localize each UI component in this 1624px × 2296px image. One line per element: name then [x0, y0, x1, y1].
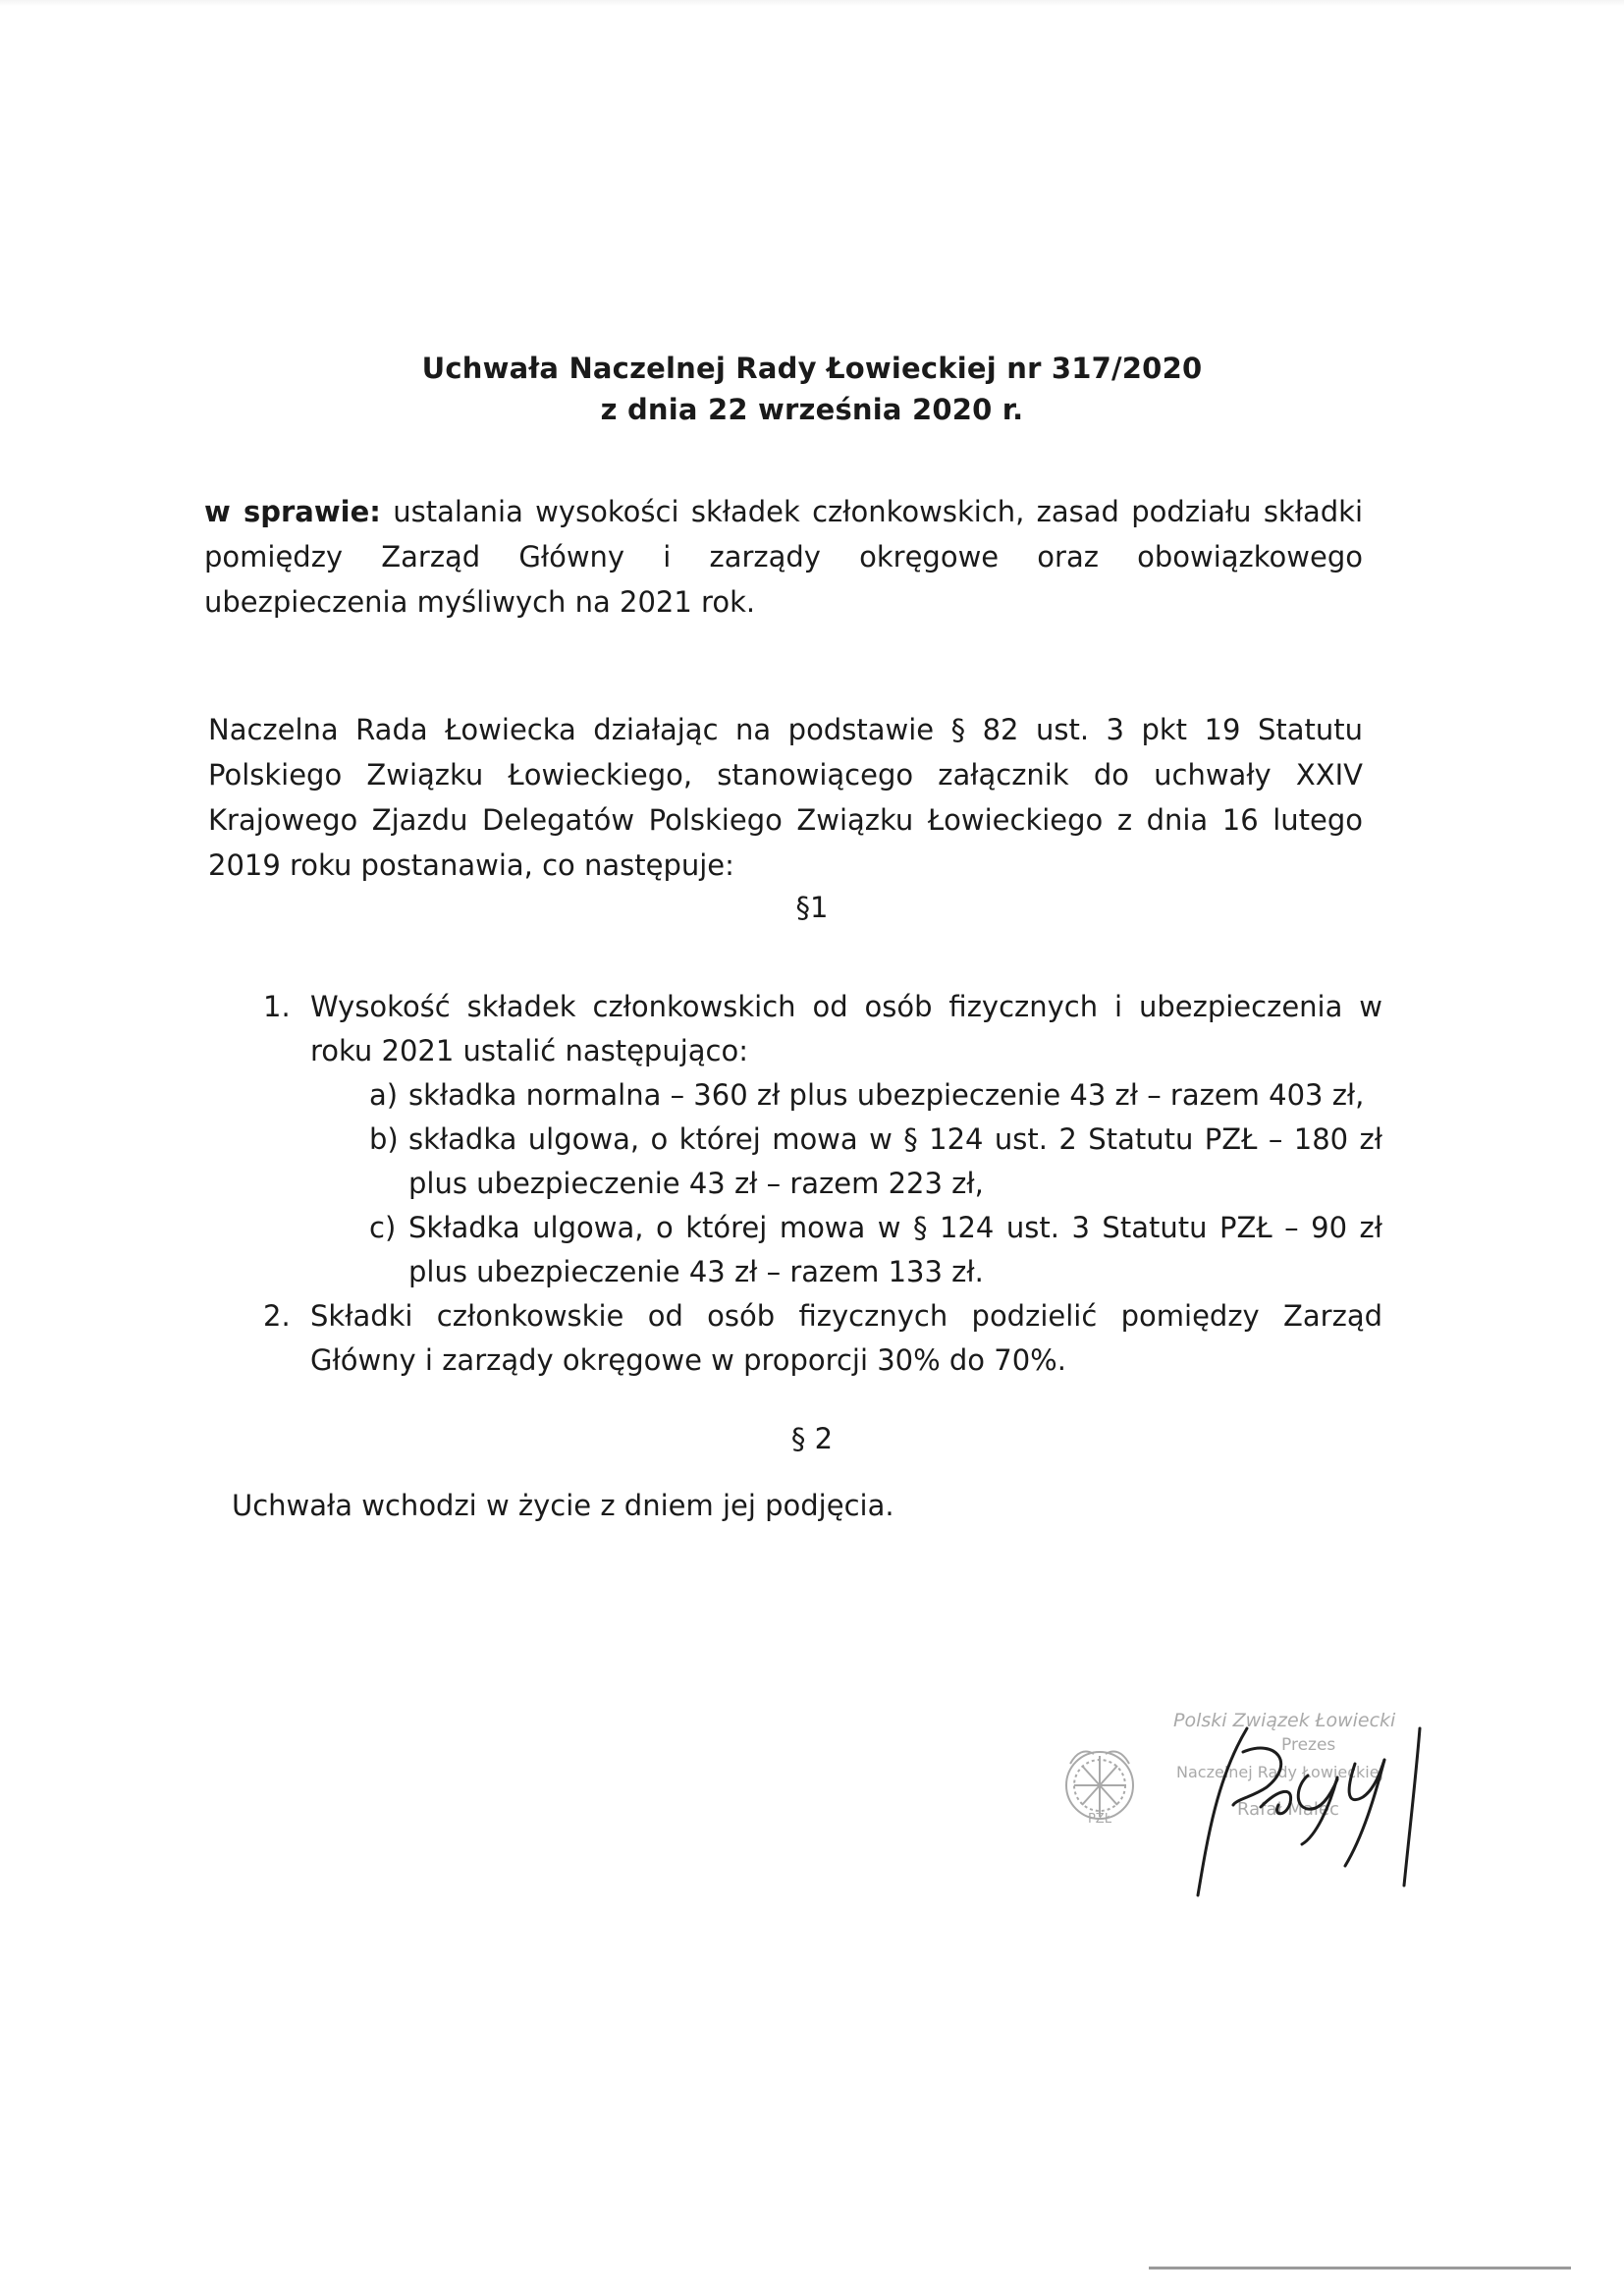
emblem-text: PZŁ — [1087, 1812, 1112, 1827]
item-number: 1. — [263, 990, 291, 1023]
scan-edge — [0, 0, 1624, 6]
list-item — [263, 1294, 1382, 1383]
item-text: Wysokość składek członkowskich od osób fizycznych i ubezpieczenia w roku 2021 ustalić następująco: — [310, 990, 1382, 1067]
item-text: Składki członkowskie od osób fizycznych podzielić pomiędzy Zarząd Główny i zarządy okręgowe w proporcji 30% do 70%. — [310, 1299, 1382, 1377]
sub-item-text: Składka ulgowa, o której mowa w § 124 ust. 3 Statutu PZŁ – 90 zł plus ubezpieczenie 43 zł – razem 133 zł. — [408, 1211, 1382, 1288]
sub-item — [310, 1118, 1382, 1206]
section-1-heading: §1 — [795, 891, 829, 924]
sub-item — [310, 1206, 1382, 1294]
sub-item — [310, 1073, 1382, 1118]
subject-paragraph — [204, 489, 1363, 625]
sub-item-text: składka ulgowa, o której mowa w § 124 ust. 2 Statutu PZŁ – 180 zł plus ubezpieczenie 43 zł – razem 223 zł, — [408, 1122, 1382, 1200]
provisions-list — [263, 985, 1382, 1383]
sub-item-letter: c) — [369, 1211, 397, 1244]
stamp-line-name: Rafał Malec — [1237, 1799, 1339, 1820]
stamp-and-signature — [1051, 1669, 1483, 1925]
emblem-icon — [1066, 1752, 1133, 1819]
intro-paragraph: Naczelna Rada Łowiecka działając na podstawie § 82 ust. 3 pkt 19 Statutu Polskiego Związku Łowieckiego, stanowiącego załącznik do uchwały XXIV Krajowego Zjazdu Delegatów Polskiego Związku Łowieckiego z dnia 16 lutego 2019 roku postanawia, co następuje: — [208, 713, 1363, 882]
resolution-date: z dnia 22 września 2020 r. — [600, 393, 1024, 426]
sub-item-text: składka normalna – 360 zł plus ubezpieczenie 43 zł – razem 403 zł, — [408, 1078, 1365, 1112]
stamp-line-organization: Polski Związek Łowiecki — [1173, 1710, 1396, 1731]
footer-scan-line — [1149, 2267, 1571, 2269]
item-number: 2. — [263, 1299, 291, 1333]
list-item — [263, 985, 1382, 1294]
section-2-heading: § 2 — [790, 1422, 834, 1455]
sub-item-letter: a) — [369, 1078, 399, 1112]
stamp-line-council: Naczelnej Rady Łowieckiej — [1176, 1763, 1384, 1781]
closing-sentence: Uchwała wchodzi w życie z dniem jej podjęcia. — [232, 1489, 894, 1522]
subject-text: ustalania wysokości składek członkowskich, zasad podziału składki pomiędzy Zarząd Główny i zarządy okręgowe oraz obowiązkowego ubezpieczenia myśliwych na 2021 rok. — [204, 495, 1363, 619]
stamp-line-title: Prezes — [1281, 1735, 1336, 1755]
subject-lead: w sprawie: — [204, 495, 381, 528]
resolution-title: Uchwała Naczelnej Rady Łowieckiej nr 317/2020 — [421, 352, 1203, 385]
sub-item-letter: b) — [369, 1122, 399, 1156]
